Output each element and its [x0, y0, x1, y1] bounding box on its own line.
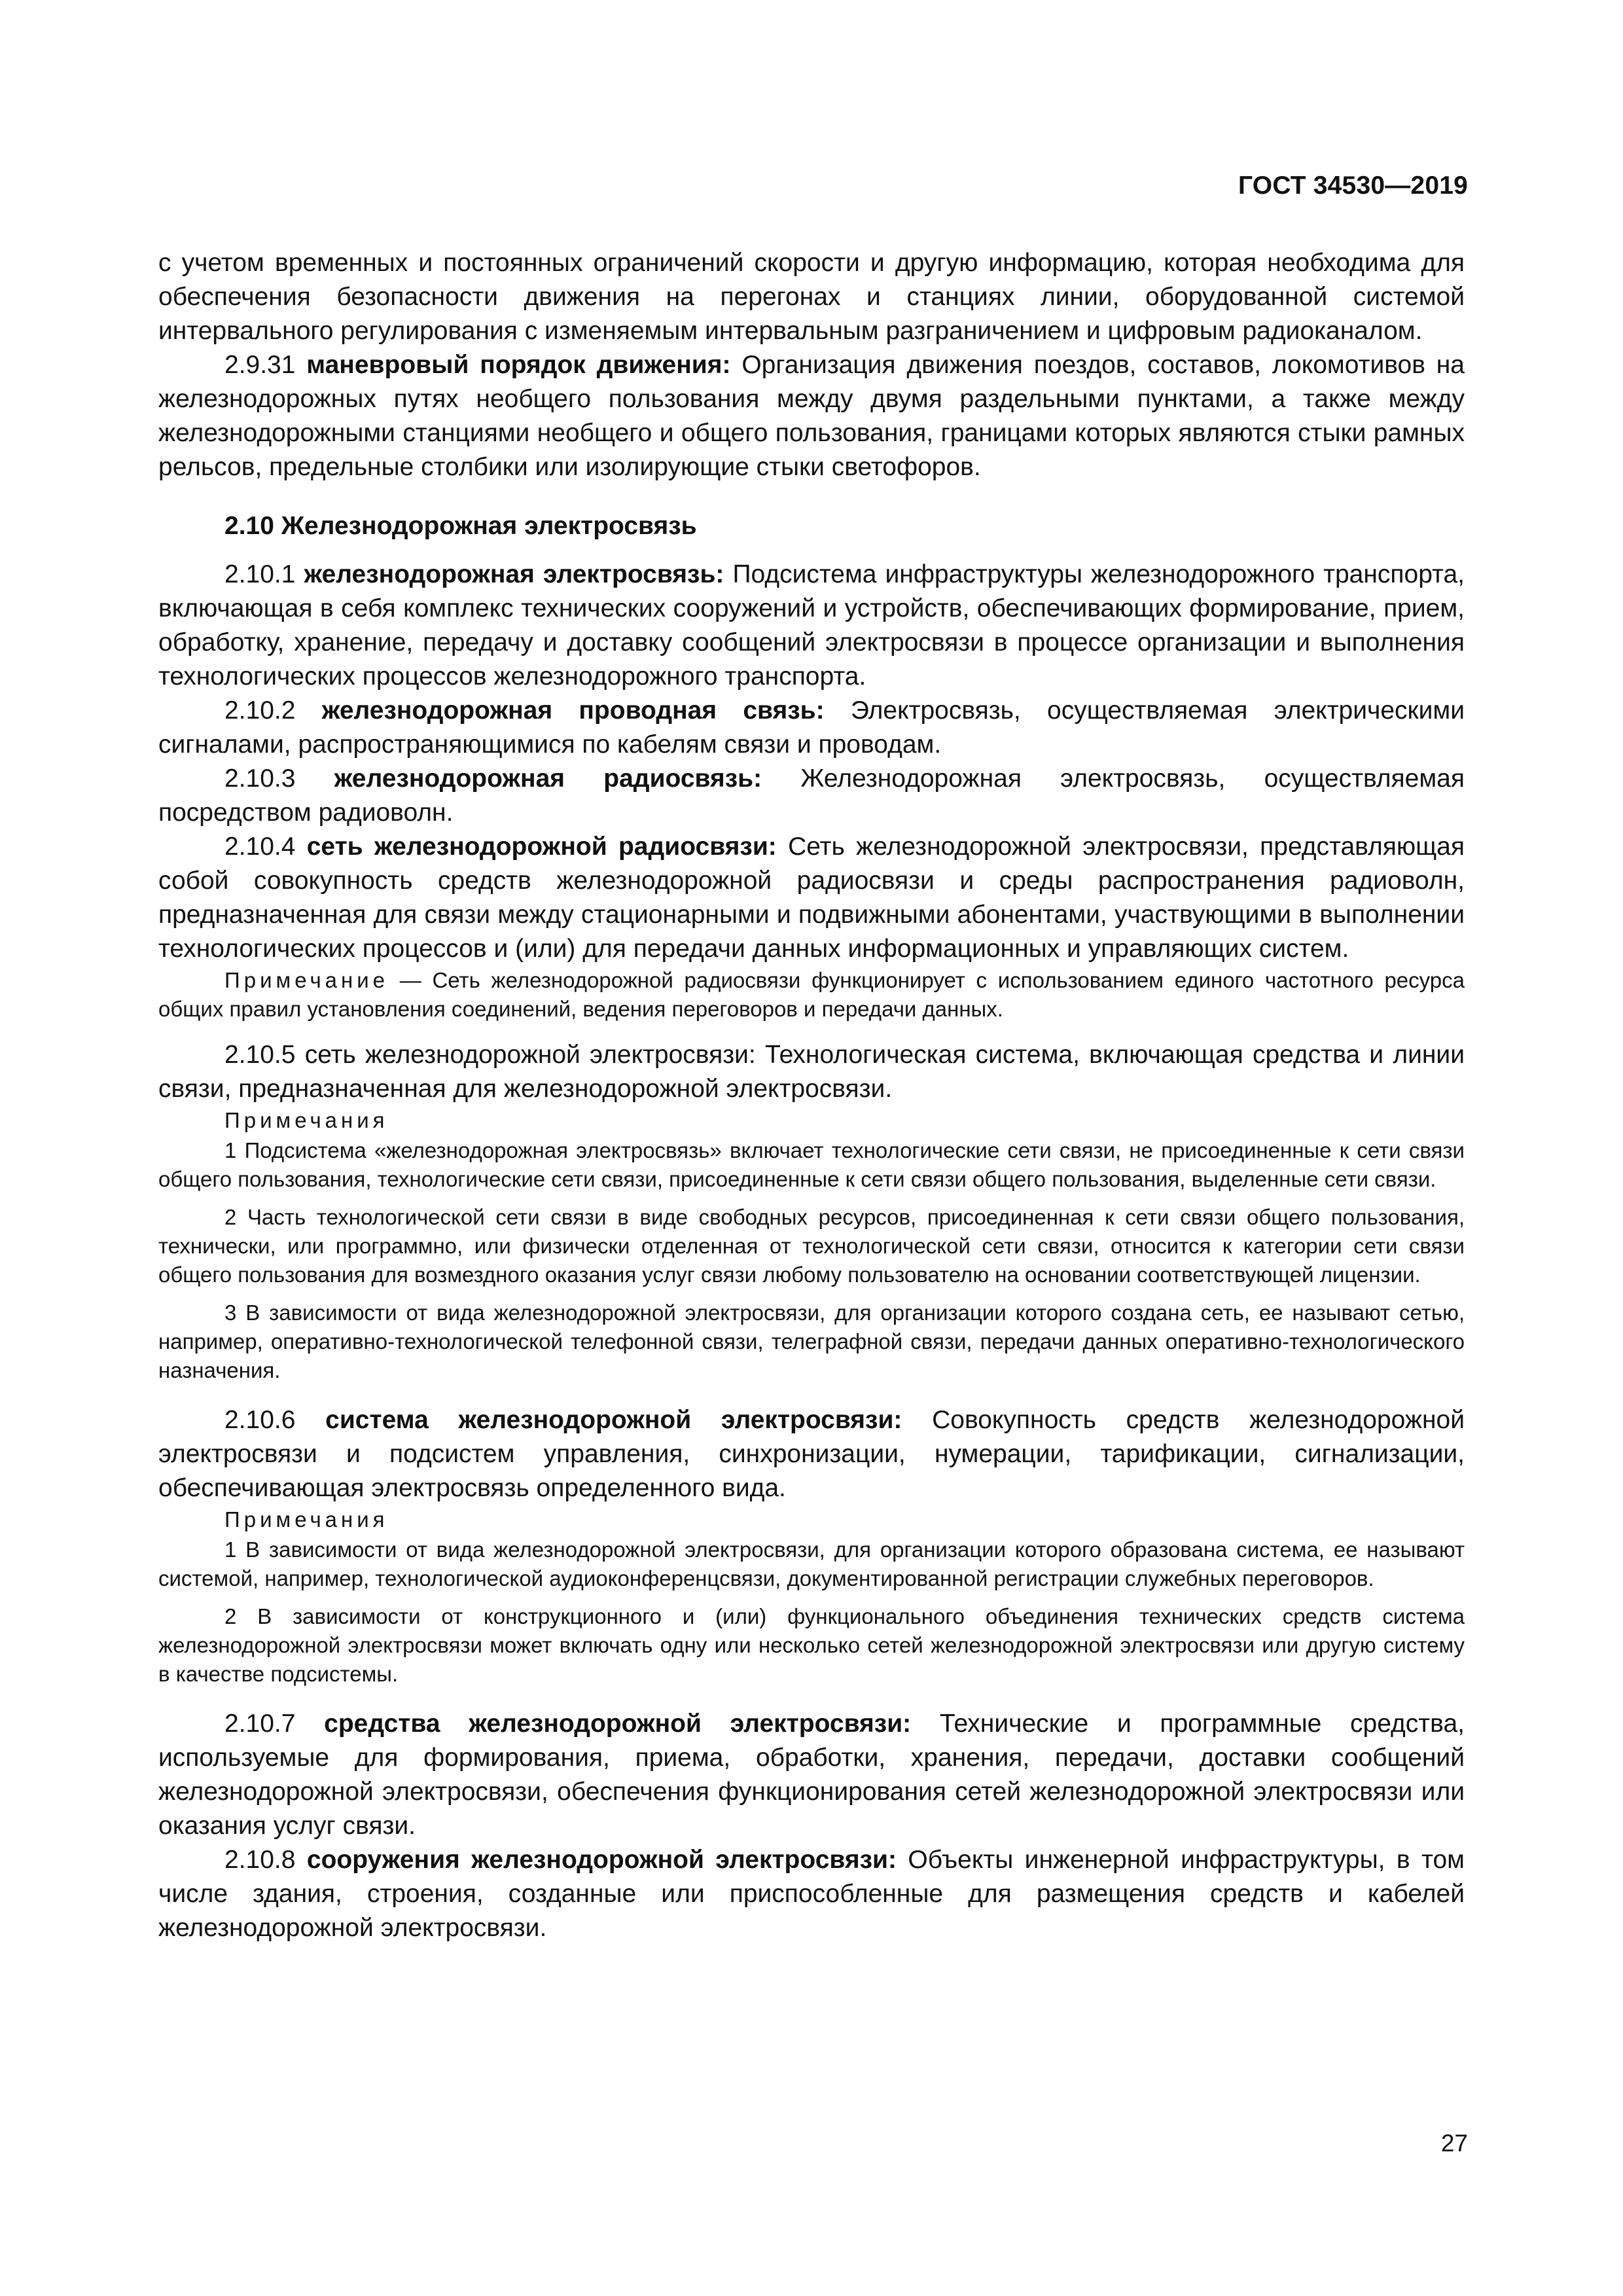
clause-number: 2.10.1: [224, 560, 304, 588]
clause-2-10-8: [158, 1843, 1465, 1945]
clause-2-10-5: [158, 1038, 1465, 1106]
page-number: 27: [1440, 2130, 1468, 2157]
note-item: 2 Часть технологической сети связи в виде свободных ресурсов, присоединенная к сети связи общего пользования, технически, или программно, или физически отделенная от технологической сети связи, относится к категории сети связи общего пользования для возмездного оказания услуг связи любому пользователю на основании соответствующей лицензии.: [158, 1205, 1465, 1287]
clause-term: железнодорожная электросвязь:: [304, 560, 724, 588]
note-item: 2 В зависимости от конструкционного и (или) функционального объединения технических средств система железнодорожной электросвязи может включать одну или несколько сетей железнодорожной электросвязи или другую систему в качестве подсистемы.: [158, 1604, 1465, 1686]
clause-term: железнодорожная проводная связь:: [321, 696, 825, 725]
clause-number: 2.10.7: [224, 1710, 325, 1738]
clause-number: 2.10.6: [224, 1406, 326, 1434]
clause-number: 2.10.3: [224, 764, 334, 793]
note-item: 1 В зависимости от вида железнодорожной электросвязи, для организации которого образована система, ее называют системой, например, технологической аудиоконференцсвязи, документированной регистрации служебных переговоров.: [158, 1537, 1465, 1590]
clause-term: система железнодорожной электросвязи:: [325, 1406, 902, 1434]
paragraph-continuation: с учетом временных и постоянных ограничений скорости и другую информацию, которая необходима для обеспечения безопасности движения на перегонах и станциях линии, оборудованной системой интервального регулирования с изменяемым интервальным разграничением и цифровым радиоканалом.: [158, 249, 1465, 345]
clause-number: 2.9.31: [224, 351, 307, 379]
clause-term: средства железнодорожной электросвязи:: [324, 1710, 912, 1738]
clause-term: сооружения железнодорожной электросвязи:: [306, 1846, 897, 1874]
clause-definition: Сеть железнодорожной электросвязи, представляющая собой совокупность средств железнодорожной радиосвязи и среды распространения радиоволн, предназначенная для связи между стационарными и подвижными абонентами, участвующими в выполнении технологических процессов и (или) для передачи данных информационных и управляющих систем.: [158, 833, 1465, 963]
note-item: 3 В зависимости от вида железнодорожной электросвязи, для организации которого создана сеть, ее называют сетью, например, оперативно-технологической телефонной связи, телеграфной связи, передачи данных оперативно-технологического назначения.: [158, 1300, 1465, 1382]
clause-definition: Организация движения поездов, составов, локомотивов на железнодорожных путях необщего пользования между двумя раздельными пунктами, а также между железнодорожными станциями необщего и общего пользования, границами которых являются стыки рамных рельсов, предельные столбики или изолирующие стыки светофоров.: [158, 351, 1465, 481]
note-item: 1 Подсистема «железнодорожная электросвязь» включает технологические сети связи, не присоединенные к сети связи общего пользования, технологические сети связи, присоединенные к сети связи общего пользования, выделенные сети связи.: [158, 1138, 1465, 1191]
clause-definition: Объекты инженерной инфраструктуры, в том числе здания, строения, созданные или приспособленные для размещения средств и кабелей железнодорожной электросвязи.: [158, 1846, 1465, 1942]
clause-term: маневровый порядок движения:: [306, 351, 731, 379]
note-2-10-4: [158, 966, 1465, 1024]
clause-term: железнодорожная радиосвязь:: [334, 764, 762, 793]
document-standard-number: ГОСТ 34530—2019: [1238, 171, 1468, 200]
clause-number: 2.10.4: [224, 833, 307, 861]
clause-definition: Железнодорожная электросвязь, осуществляемая посредством радиоволн.: [158, 764, 1465, 827]
clause-2-10-2: [158, 694, 1465, 762]
clause-2-9-31: [158, 348, 1465, 484]
clause-definition: Совокупность средств железнодорожной электросвязи и подсистем управления, синхронизации, нумерации, тарификации, сигнализации, обеспечивающая электросвязь определенного вида.: [158, 1406, 1465, 1502]
clause-definition: Технические и программные средства, используемые для формирования, приема, обработки, хранения, передачи, доставки сообщений железнодорожной электросвязи, обеспечения функционирования сетей железнодорожной электросвязи или оказания услуг связи.: [158, 1710, 1465, 1840]
clause-definition: Технологическая система, включающая средства и линии связи, предназначенная для железнодорожной электросвязи.: [158, 1041, 1465, 1103]
notes-title: Примечания: [224, 1108, 389, 1132]
clause-2-10-4: [158, 830, 1465, 966]
clause-term: сеть железнодорожной электросвязи:: [304, 1041, 756, 1069]
clause-2-10-7: [158, 1707, 1465, 1843]
clause-2-10-3: [158, 762, 1465, 830]
clause-term: сеть железнодорожной радиосвязи:: [306, 833, 777, 861]
clause-number: 2.10.5: [224, 1041, 305, 1069]
note-label: Примечание: [224, 968, 389, 992]
clause-number: 2.10.8: [224, 1846, 307, 1874]
note-text: — Сеть железнодорожной радиосвязи функционирует с использованием единого частотного ресурса общих правил установления соединений, ведения переговоров и передачи данных.: [158, 968, 1465, 1021]
clause-number: 2.10.2: [224, 696, 322, 725]
clause-definition: Подсистема инфраструктуры железнодорожного транспорта, включающая в себя комплекс технических сооружений и устройств, обеспечивающих формирование, прием, обработку, хранение, передачу и доставку сообщений электросвязи в процессе организации и выполнения технологических процессов железнодорожного транспорта.: [158, 560, 1465, 691]
clause-definition: Электросвязь, осуществляемая электрическими сигналами, распространяющимися по кабелям связи и проводам.: [158, 696, 1465, 759]
notes-title: Примечания: [224, 1507, 389, 1532]
document-body: [158, 246, 1465, 1945]
clause-2-10-1: [158, 558, 1465, 694]
section-heading-2-10: 2.10 Железнодорожная электросвязь: [224, 512, 697, 540]
clause-2-10-6: [158, 1403, 1465, 1505]
